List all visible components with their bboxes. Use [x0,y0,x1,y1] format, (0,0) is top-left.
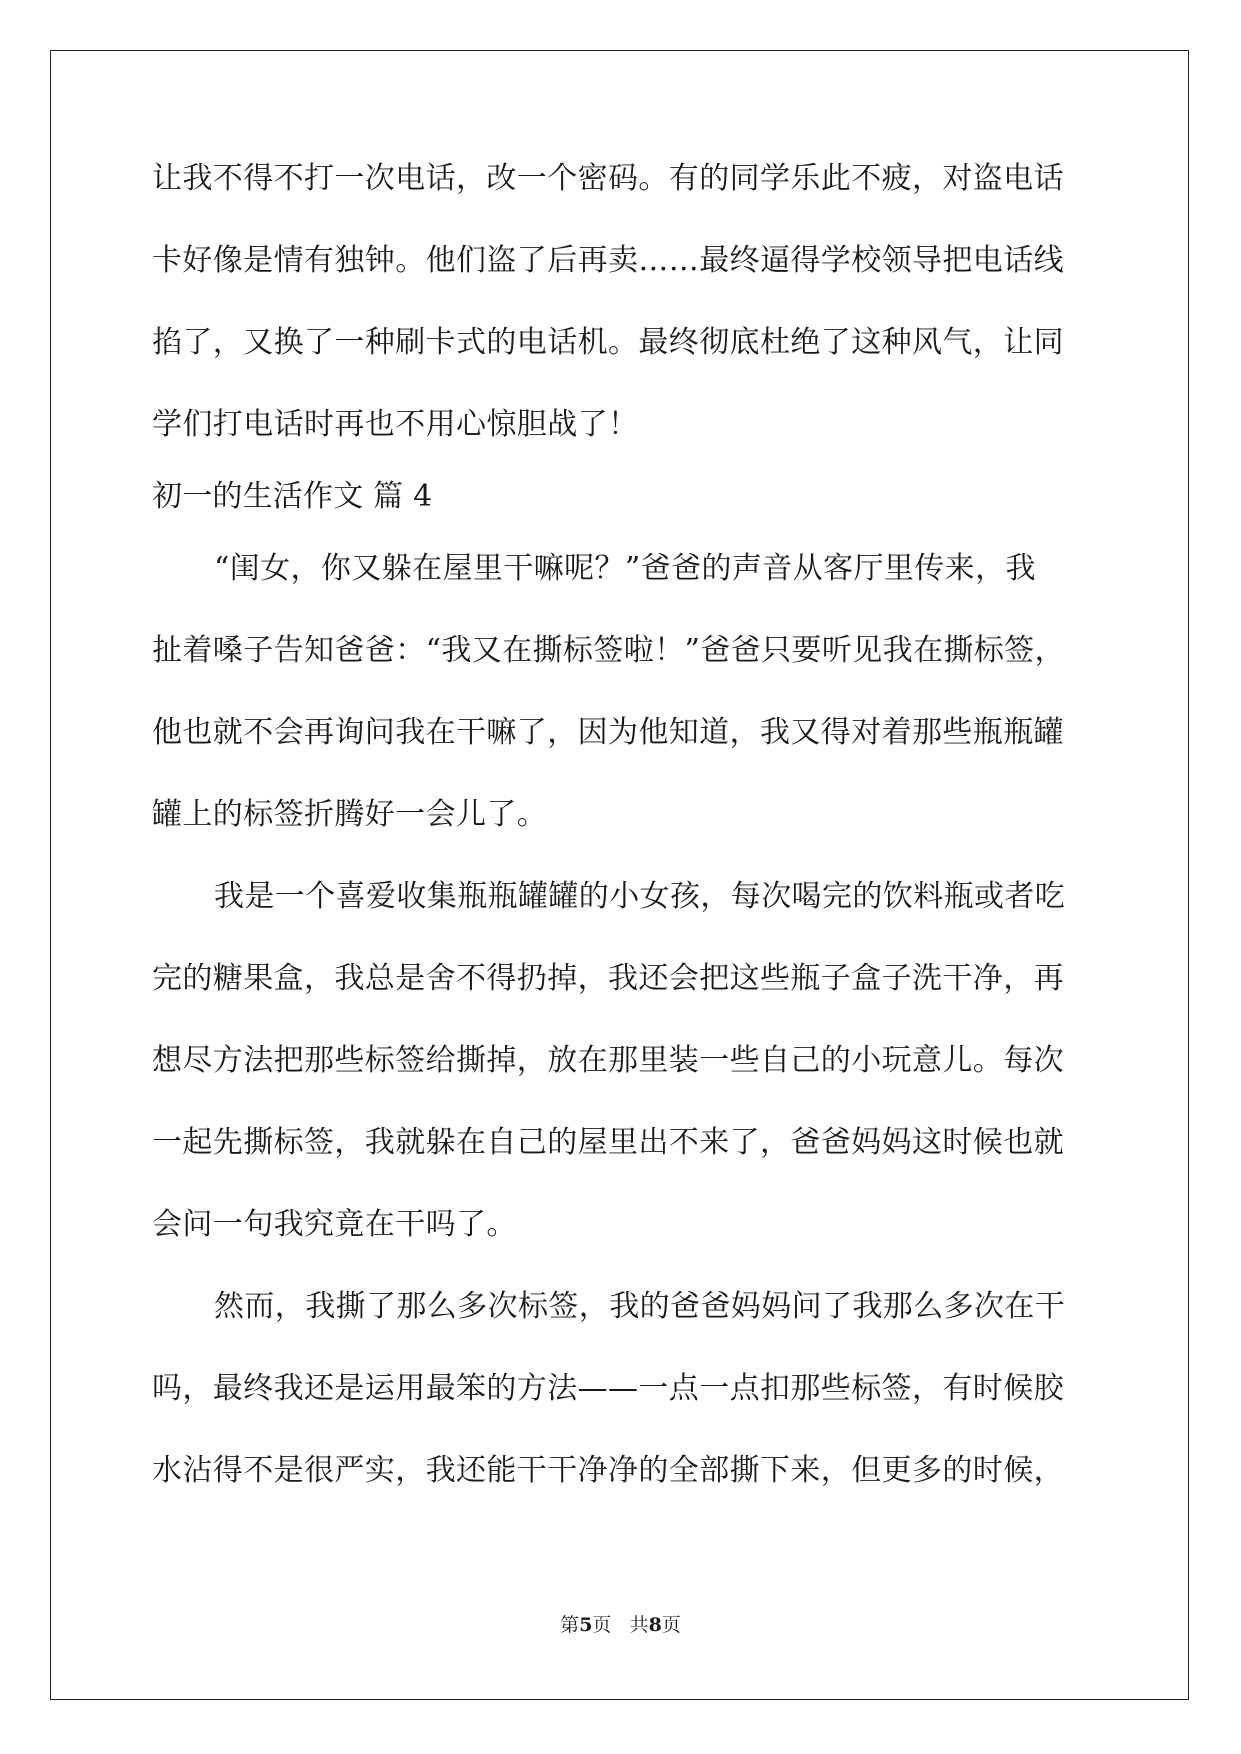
text-line: 扯着嗓子告知爸爸：“我又在撕标签啦！”爸爸只要听见我在撕标签， [152,633,1066,668]
current-page-number: 5 [579,1614,593,1636]
text-line: 想尽方法把那些标签给撕掉，放在那里装一些自己的小玩意儿。每次 [152,1043,1064,1078]
text-line: 他也就不会再询问我在干嘛了，因为他知道，我又得对着那些瓶瓶罐 [152,715,1064,750]
total-suffix: 页 [661,1614,681,1636]
text-line: 罐上的标签折腾好一会儿了。 [152,797,548,832]
text-line: 完的糖果盒，我总是舍不得扔掉，我还会把这些瓶子盒子洗干净，再 [152,961,1064,996]
document-body [152,158,1092,1492]
text-line: 掐了，又换了一种刷卡式的电话机。最终彻底杜绝了这种风气，让同 [152,325,1064,360]
text-line: 会问一句我究竟在干吗了。 [152,1207,517,1242]
total-prefix: 共 [629,1614,649,1636]
section-heading: 初一的生活作文 篇 4 [152,479,433,514]
text-line: 让我不得不打一次电话，改一个密码。有的同学乐此不疲，对盗电话 [152,161,1064,196]
total-pages-number: 8 [648,1614,662,1636]
text-line: 卡好像是情有独钟。他们盗了后再卖……最终逼得学校领导把电话线 [152,243,1064,278]
page-prefix: 第 [560,1614,580,1636]
paragraph-first-line: 我是一个喜爱收集瓶瓶罐罐的小女孩，每次喝完的饮料瓶或者吃 [214,879,1066,914]
text-line: 吗，最终我还是运用最笨的方法——一点一点扣那些标签，有时候胶 [152,1371,1064,1406]
text-line: 一起先撕标签，我就躲在自己的屋里出不来了，爸爸妈妈这时候也就 [152,1125,1064,1160]
paragraph-first-line: 然而，我撕了那么多次标签，我的爸爸妈妈问了我那么多次在干 [214,1289,1066,1324]
paragraph-first-line: “闺女，你又躲在屋里干嘛呢？”爸爸的声音从客厅里传来，我 [214,551,1036,586]
page-footer [0,1612,1241,1638]
page-suffix: 页 [592,1614,612,1636]
text-line: 学们打电话时再也不用心惊胆战了！ [152,407,639,442]
text-line: 水沾得不是很严实，我还能干干净净的全部撕下来，但更多的时候， [152,1453,1064,1488]
